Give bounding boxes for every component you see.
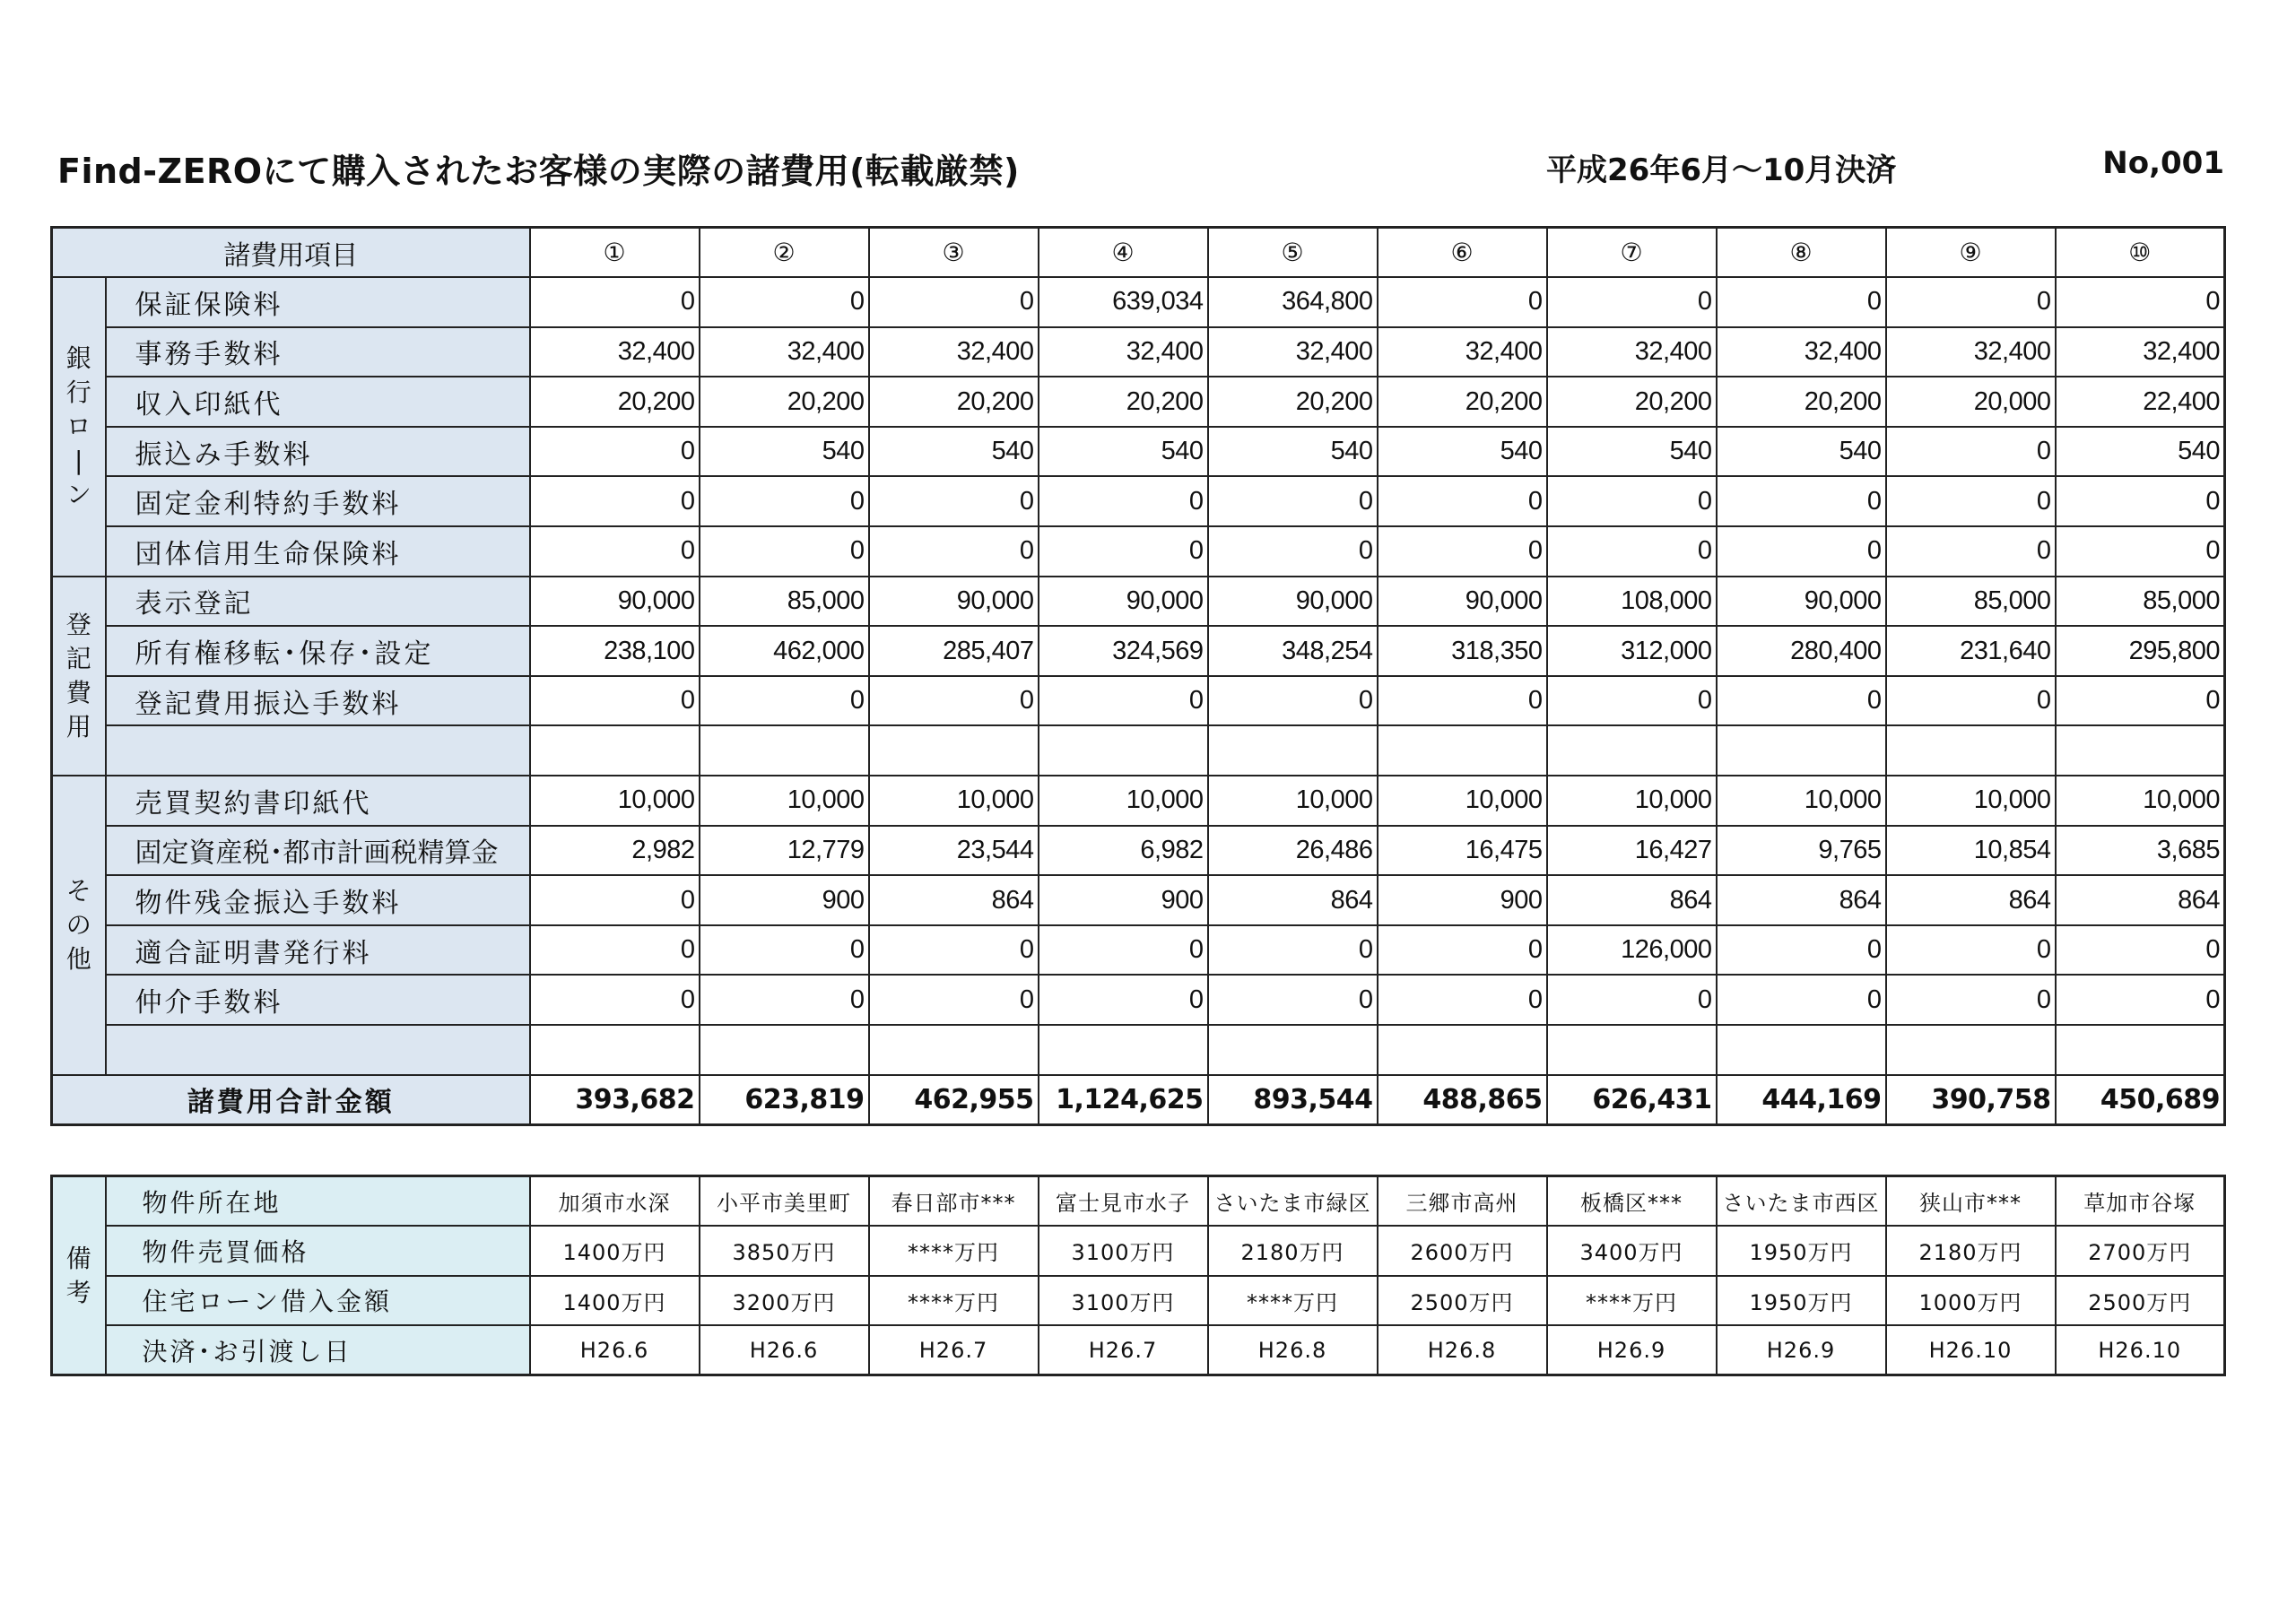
remarks-value-cell: 2600万円 <box>1378 1226 1547 1276</box>
row-label: 売買契約書印紙代 <box>106 776 530 826</box>
remarks-value-cell: 3400万円 <box>1547 1226 1717 1276</box>
table-row <box>52 476 2225 526</box>
value-cell: 0 <box>869 676 1039 726</box>
value-cell: 20,200 <box>1547 377 1717 427</box>
value-cell: 10,000 <box>700 776 869 826</box>
value-cell: 3,685 <box>2056 826 2225 876</box>
value-cell <box>1378 725 1547 776</box>
value-cell: 0 <box>1886 476 2056 526</box>
row-label: 仲介手数料 <box>106 975 530 1025</box>
value-cell: 90,000 <box>869 577 1039 627</box>
row-label <box>106 1025 530 1075</box>
value-cell: 10,000 <box>1378 776 1547 826</box>
table-row <box>52 1025 2225 1075</box>
remarks-label: 決済･お引渡し日 <box>106 1325 530 1375</box>
group-label-char: 登 <box>65 610 91 640</box>
value-cell: 0 <box>1717 975 1886 1025</box>
document-header <box>50 143 2224 197</box>
value-cell: 16,475 <box>1378 826 1547 876</box>
group-label-char: の <box>65 909 91 940</box>
remarks-value-cell: 1950万円 <box>1717 1276 1886 1326</box>
value-cell: 0 <box>1039 676 1208 726</box>
remarks-value-cell: 1950万円 <box>1717 1226 1886 1276</box>
value-cell: 0 <box>530 676 700 726</box>
value-cell: 0 <box>700 526 869 577</box>
value-cell: 20,200 <box>1378 377 1547 427</box>
remarks-value-cell: 2700万円 <box>2056 1226 2225 1276</box>
table-row <box>52 925 2225 976</box>
row-label: 収入印紙代 <box>106 377 530 427</box>
value-cell: 0 <box>2056 526 2225 577</box>
case-number-header: ⑤ <box>1208 228 1378 278</box>
value-cell: 10,000 <box>1547 776 1717 826</box>
group-label-char: 銀 <box>65 343 91 374</box>
total-value-cell: 623,819 <box>700 1075 869 1125</box>
remarks-value-cell: H26.6 <box>530 1325 700 1375</box>
case-number-header: ⑨ <box>1886 228 2056 278</box>
remarks-value-cell: 2180万円 <box>1886 1226 2056 1276</box>
value-cell: 864 <box>869 875 1039 925</box>
value-cell <box>1547 1025 1717 1075</box>
value-cell <box>1039 1025 1208 1075</box>
value-cell: 540 <box>2056 427 2225 477</box>
value-cell: 0 <box>869 476 1039 526</box>
value-cell <box>2056 1025 2225 1075</box>
table-row <box>52 676 2225 726</box>
value-cell: 864 <box>1547 875 1717 925</box>
value-cell: 10,000 <box>530 776 700 826</box>
value-cell: 0 <box>1039 526 1208 577</box>
value-cell: 0 <box>1378 476 1547 526</box>
value-cell <box>1208 725 1378 776</box>
total-row <box>52 1075 2225 1125</box>
column-header-row <box>52 228 2225 278</box>
group-label-char: 費 <box>65 677 91 707</box>
remarks-value-cell: H26.9 <box>1717 1325 1886 1375</box>
item-header: 諸費用項目 <box>52 228 530 278</box>
remarks-value-cell: 小平市美里町 <box>700 1176 869 1227</box>
value-cell: 20,200 <box>1039 377 1208 427</box>
remarks-value-cell: H26.10 <box>2056 1325 2225 1375</box>
remarks-value-cell: ****万円 <box>1547 1276 1717 1326</box>
remarks-value-cell: 3200万円 <box>700 1276 869 1326</box>
value-cell: 0 <box>700 925 869 976</box>
value-cell: 0 <box>1208 925 1378 976</box>
value-cell <box>1717 725 1886 776</box>
value-cell: 0 <box>1886 277 2056 327</box>
value-cell: 0 <box>1039 975 1208 1025</box>
remarks-group-label <box>52 1176 106 1375</box>
value-cell <box>1886 1025 2056 1075</box>
remarks-group-char: 考 <box>65 1277 91 1307</box>
row-label: 所有権移転･保存･設定 <box>106 626 530 676</box>
table-row <box>52 526 2225 577</box>
remarks-value-cell: H26.7 <box>869 1325 1039 1375</box>
value-cell: 10,000 <box>1886 776 2056 826</box>
value-cell: 0 <box>2056 676 2225 726</box>
value-cell: 0 <box>1039 476 1208 526</box>
value-cell: 348,254 <box>1208 626 1378 676</box>
value-cell: 0 <box>1547 676 1717 726</box>
value-cell: 0 <box>530 427 700 477</box>
value-cell <box>869 725 1039 776</box>
value-cell: 0 <box>2056 975 2225 1025</box>
value-cell: 10,854 <box>1886 826 2056 876</box>
row-label: 適合証明書発行料 <box>106 925 530 976</box>
value-cell: 0 <box>1208 526 1378 577</box>
value-cell: 16,427 <box>1547 826 1717 876</box>
total-value-cell: 626,431 <box>1547 1075 1717 1125</box>
value-cell: 32,400 <box>1039 327 1208 377</box>
group-label-char: ロ <box>65 411 91 441</box>
value-cell: 0 <box>869 526 1039 577</box>
value-cell: 10,000 <box>2056 776 2225 826</box>
value-cell: 540 <box>1039 427 1208 477</box>
value-cell: 540 <box>1378 427 1547 477</box>
total-value-cell: 450,689 <box>2056 1075 2225 1125</box>
value-cell: 0 <box>1717 925 1886 976</box>
case-number-header: ② <box>700 228 869 278</box>
group-label <box>52 776 106 1075</box>
value-cell: 0 <box>1378 676 1547 726</box>
remarks-value-cell: ****万円 <box>869 1226 1039 1276</box>
remarks-value-cell: 3100万円 <box>1039 1276 1208 1326</box>
value-cell: 20,200 <box>1208 377 1378 427</box>
value-cell: 23,544 <box>869 826 1039 876</box>
value-cell: 32,400 <box>1547 327 1717 377</box>
value-cell: 0 <box>1208 476 1378 526</box>
remarks-value-cell: 富士見市水子 <box>1039 1176 1208 1227</box>
value-cell: 22,400 <box>2056 377 2225 427</box>
row-label: 団体信用生命保険料 <box>106 526 530 577</box>
value-cell: 0 <box>1378 975 1547 1025</box>
value-cell: 0 <box>2056 277 2225 327</box>
case-number-header: ③ <box>869 228 1039 278</box>
value-cell: 0 <box>1378 277 1547 327</box>
case-number-header: ⑦ <box>1547 228 1717 278</box>
value-cell <box>700 725 869 776</box>
value-cell: 0 <box>1547 975 1717 1025</box>
value-cell: 364,800 <box>1208 277 1378 327</box>
value-cell: 0 <box>700 277 869 327</box>
group-label-char: 他 <box>65 943 91 974</box>
value-cell: 6,982 <box>1039 826 1208 876</box>
remarks-group-char: 備 <box>65 1243 91 1273</box>
value-cell: 0 <box>700 476 869 526</box>
group-label <box>52 577 106 776</box>
case-number-header: ⑧ <box>1717 228 1886 278</box>
case-number-header: ⑥ <box>1378 228 1547 278</box>
document-title: Find-ZEROにて購入されたお客様の実際の諸費用(転載厳禁) <box>57 152 1020 191</box>
value-cell: 540 <box>1208 427 1378 477</box>
value-cell: 462,000 <box>700 626 869 676</box>
value-cell: 10,000 <box>1208 776 1378 826</box>
value-cell <box>1547 725 1717 776</box>
total-value-cell: 462,955 <box>869 1075 1039 1125</box>
remarks-value-cell: H26.8 <box>1208 1325 1378 1375</box>
value-cell: 32,400 <box>700 327 869 377</box>
value-cell: 0 <box>2056 925 2225 976</box>
value-cell <box>1039 725 1208 776</box>
table-row <box>52 875 2225 925</box>
table-row <box>52 826 2225 876</box>
total-value-cell: 893,544 <box>1208 1075 1378 1125</box>
remarks-value-cell: 草加市谷塚 <box>2056 1176 2225 1227</box>
value-cell: 0 <box>700 676 869 726</box>
remarks-label: 住宅ローン借入金額 <box>106 1276 530 1326</box>
remarks-value-cell: H26.10 <box>1886 1325 2056 1375</box>
value-cell: 900 <box>700 875 869 925</box>
value-cell: 0 <box>1378 925 1547 976</box>
row-label: 登記費用振込手数料 <box>106 676 530 726</box>
table-row <box>52 975 2225 1025</box>
value-cell: 0 <box>530 925 700 976</box>
remarks-value-cell: 3100万円 <box>1039 1226 1208 1276</box>
value-cell: 20,200 <box>530 377 700 427</box>
value-cell: 0 <box>1717 526 1886 577</box>
remarks-value-cell: H26.6 <box>700 1325 869 1375</box>
value-cell: 540 <box>700 427 869 477</box>
remarks-label: 物件所在地 <box>106 1176 530 1227</box>
value-cell: 540 <box>869 427 1039 477</box>
settlement-period: 平成26年6月〜10月決済 <box>1546 152 1897 188</box>
value-cell: 2,982 <box>530 826 700 876</box>
total-value-cell: 390,758 <box>1886 1075 2056 1125</box>
value-cell: 85,000 <box>2056 577 2225 627</box>
total-value-cell: 1,124,625 <box>1039 1075 1208 1125</box>
value-cell: 900 <box>1039 875 1208 925</box>
remarks-value-cell: さいたま市緑区 <box>1208 1176 1378 1227</box>
row-label: 事務手数料 <box>106 327 530 377</box>
value-cell: 540 <box>1547 427 1717 477</box>
value-cell: 864 <box>2056 875 2225 925</box>
value-cell <box>530 725 700 776</box>
case-number-header: ④ <box>1039 228 1208 278</box>
value-cell: 0 <box>1886 526 2056 577</box>
value-cell: 0 <box>869 925 1039 976</box>
remarks-value-cell: 狭山市*** <box>1886 1176 2056 1227</box>
table-row <box>52 327 2225 377</box>
value-cell: 32,400 <box>1208 327 1378 377</box>
remarks-value-cell: H26.7 <box>1039 1325 1208 1375</box>
value-cell: 864 <box>1208 875 1378 925</box>
value-cell: 0 <box>1378 526 1547 577</box>
value-cell: 0 <box>1717 277 1886 327</box>
remarks-value-cell: 2180万円 <box>1208 1226 1378 1276</box>
value-cell: 20,200 <box>700 377 869 427</box>
remarks-value-cell: 加須市水深 <box>530 1176 700 1227</box>
value-cell: 324,569 <box>1039 626 1208 676</box>
value-cell: 90,000 <box>1039 577 1208 627</box>
value-cell: 90,000 <box>1717 577 1886 627</box>
group-label-char: そ <box>65 876 91 906</box>
remarks-value-cell: 1400万円 <box>530 1226 700 1276</box>
value-cell: 10,000 <box>1717 776 1886 826</box>
value-cell <box>869 1025 1039 1075</box>
value-cell: 108,000 <box>1547 577 1717 627</box>
remarks-value-cell: 三郷市高州 <box>1378 1176 1547 1227</box>
value-cell: 0 <box>1886 676 2056 726</box>
group-label-char: 行 <box>65 377 91 408</box>
value-cell: 540 <box>1717 427 1886 477</box>
value-cell <box>1378 1025 1547 1075</box>
value-cell: 0 <box>530 476 700 526</box>
value-cell: 20,000 <box>1886 377 2056 427</box>
remarks-value-cell: ****万円 <box>1208 1276 1378 1326</box>
value-cell: 0 <box>1886 925 2056 976</box>
value-cell <box>1208 1025 1378 1075</box>
value-cell: 10,000 <box>1039 776 1208 826</box>
row-label: 振込み手数料 <box>106 427 530 477</box>
value-cell <box>2056 725 2225 776</box>
value-cell: 32,400 <box>869 327 1039 377</box>
value-cell: 26,486 <box>1208 826 1378 876</box>
value-cell: 32,400 <box>1886 327 2056 377</box>
table-row <box>52 427 2225 477</box>
value-cell: 0 <box>700 975 869 1025</box>
table-row <box>52 277 2225 327</box>
row-label <box>106 725 530 776</box>
value-cell <box>1717 1025 1886 1075</box>
value-cell: 0 <box>1717 476 1886 526</box>
remarks-row <box>52 1226 2225 1276</box>
value-cell: 0 <box>1547 526 1717 577</box>
row-label: 保証保険料 <box>106 277 530 327</box>
value-cell: 0 <box>869 975 1039 1025</box>
value-cell: 0 <box>1208 975 1378 1025</box>
remarks-row <box>52 1325 2225 1375</box>
remarks-value-cell: 板橋区*** <box>1547 1176 1717 1227</box>
remarks-value-cell: 2500万円 <box>1378 1276 1547 1326</box>
value-cell: 639,034 <box>1039 277 1208 327</box>
value-cell: 32,400 <box>1378 327 1547 377</box>
value-cell: 90,000 <box>1208 577 1378 627</box>
value-cell: 0 <box>869 277 1039 327</box>
value-cell: 312,000 <box>1547 626 1717 676</box>
group-label-char: 用 <box>65 711 91 742</box>
table-row <box>52 626 2225 676</box>
remarks-row <box>52 1276 2225 1326</box>
value-cell: 32,400 <box>2056 327 2225 377</box>
value-cell: 20,200 <box>869 377 1039 427</box>
value-cell: 0 <box>1208 676 1378 726</box>
value-cell: 238,100 <box>530 626 700 676</box>
value-cell: 280,400 <box>1717 626 1886 676</box>
value-cell: 318,350 <box>1378 626 1547 676</box>
table-row <box>52 377 2225 427</box>
value-cell: 32,400 <box>530 327 700 377</box>
value-cell: 9,765 <box>1717 826 1886 876</box>
value-cell: 32,400 <box>1717 327 1886 377</box>
table-row <box>52 725 2225 776</box>
document-number: No,001 <box>2102 145 2224 181</box>
row-label: 物件残金振込手数料 <box>106 875 530 925</box>
case-number-header: ① <box>530 228 700 278</box>
total-value-cell: 444,169 <box>1717 1075 1886 1125</box>
group-label-char: 記 <box>65 644 91 674</box>
value-cell: 126,000 <box>1547 925 1717 976</box>
expenses-table <box>50 226 2226 1126</box>
remarks-row <box>52 1176 2225 1227</box>
remarks-value-cell: H26.9 <box>1547 1325 1717 1375</box>
value-cell: 90,000 <box>1378 577 1547 627</box>
group-label <box>52 277 106 577</box>
value-cell: 864 <box>1717 875 1886 925</box>
value-cell: 0 <box>530 277 700 327</box>
remarks-value-cell: ****万円 <box>869 1276 1039 1326</box>
total-value-cell: 488,865 <box>1378 1075 1547 1125</box>
value-cell: 0 <box>2056 476 2225 526</box>
group-label-char: ン <box>65 479 91 509</box>
value-cell: 0 <box>1717 676 1886 726</box>
value-cell: 10,000 <box>869 776 1039 826</box>
value-cell: 0 <box>1886 427 2056 477</box>
remarks-value-cell: 1400万円 <box>530 1276 700 1326</box>
value-cell: 900 <box>1378 875 1547 925</box>
value-cell: 0 <box>530 875 700 925</box>
value-cell: 90,000 <box>530 577 700 627</box>
remarks-value-cell: 2500万円 <box>2056 1276 2225 1326</box>
remarks-value-cell: 3850万円 <box>700 1226 869 1276</box>
value-cell <box>530 1025 700 1075</box>
value-cell: 85,000 <box>700 577 869 627</box>
group-label-char: | <box>74 445 83 475</box>
table-row <box>52 577 2225 627</box>
value-cell: 20,200 <box>1717 377 1886 427</box>
remarks-value-cell: 春日部市*** <box>869 1176 1039 1227</box>
row-label: 固定資産税･都市計画税精算金 <box>106 826 530 876</box>
value-cell: 864 <box>1886 875 2056 925</box>
value-cell <box>700 1025 869 1075</box>
remarks-value-cell: さいたま市西区 <box>1717 1176 1886 1227</box>
case-number-header: ⑩ <box>2056 228 2225 278</box>
remarks-label: 物件売買価格 <box>106 1226 530 1276</box>
row-label: 固定金利特約手数料 <box>106 476 530 526</box>
value-cell: 0 <box>1547 277 1717 327</box>
value-cell <box>1886 725 2056 776</box>
value-cell: 0 <box>1039 925 1208 976</box>
value-cell: 0 <box>530 975 700 1025</box>
value-cell: 231,640 <box>1886 626 2056 676</box>
value-cell: 295,800 <box>2056 626 2225 676</box>
row-label: 表示登記 <box>106 577 530 627</box>
remarks-table <box>50 1175 2226 1376</box>
value-cell: 12,779 <box>700 826 869 876</box>
remarks-value-cell: H26.8 <box>1378 1325 1547 1375</box>
value-cell: 0 <box>530 526 700 577</box>
total-value-cell: 393,682 <box>530 1075 700 1125</box>
table-row <box>52 776 2225 826</box>
total-label: 諸費用合計金額 <box>52 1075 530 1125</box>
remarks-value-cell: 1000万円 <box>1886 1276 2056 1326</box>
value-cell: 0 <box>1886 975 2056 1025</box>
value-cell: 285,407 <box>869 626 1039 676</box>
value-cell: 0 <box>1547 476 1717 526</box>
value-cell: 85,000 <box>1886 577 2056 627</box>
